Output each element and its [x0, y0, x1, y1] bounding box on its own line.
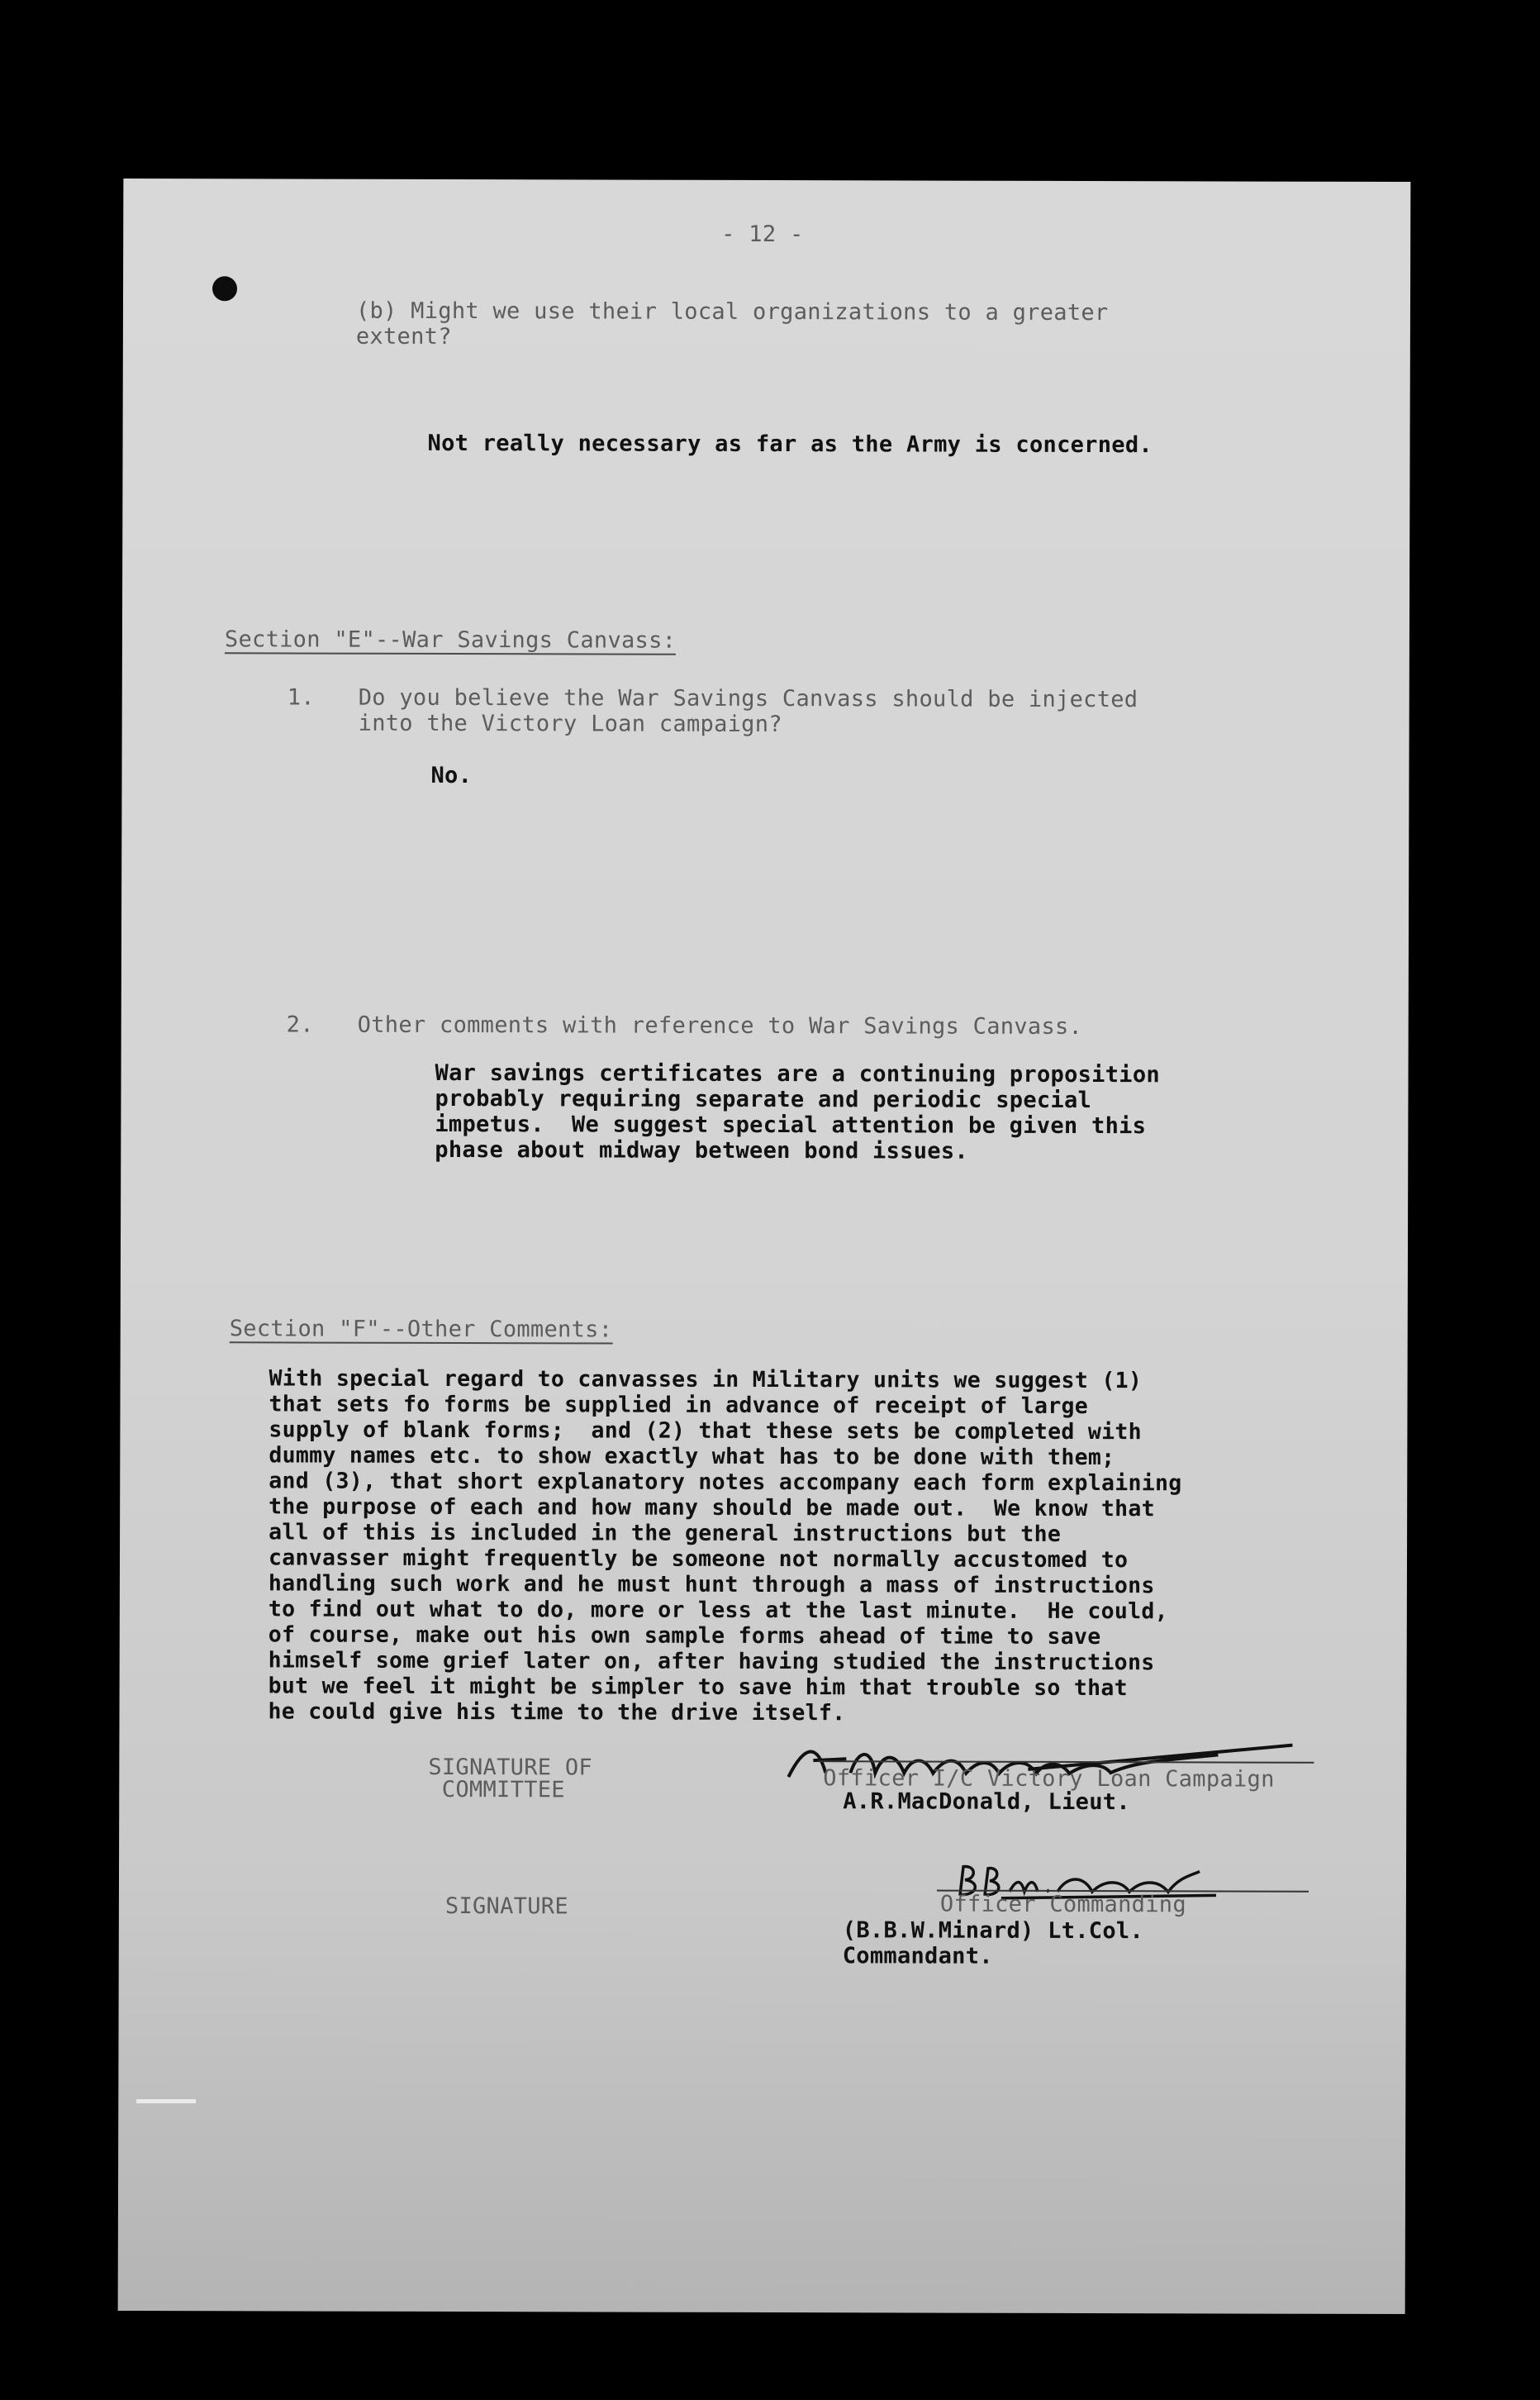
margin-mark	[136, 2099, 196, 2103]
committee-name: A.R.MacDonald, Lieut.	[843, 1788, 1130, 1816]
question-b: (b) Might we use their local organizations to a greater extent?	[355, 298, 1109, 350]
section-e-q1-text: Do you believe the War Savings Canvass should be injected into the Victory Loan campaign?	[358, 684, 1138, 738]
section-e-heading: Section "E"--War Savings Canvass:	[224, 626, 677, 654]
punch-hole	[212, 276, 237, 301]
section-e-q1-number: 1.	[287, 684, 315, 711]
committee-signature-label: SIGNATURE OF COMMITTEE	[428, 1754, 593, 1803]
section-e-q2-answer: War savings certificates are a continuing proposition probably requiring separate and periodic special impetus. We suggest special attention be given this phase about midway between bond issues.	[435, 1060, 1161, 1164]
section-e-q2-number: 2.	[286, 1012, 314, 1038]
officer-title: Officer Commanding	[939, 1891, 1186, 1918]
section-e-q1-answer: No.	[430, 762, 473, 789]
section-e-q2-text: Other comments with reference to War Savings Canvass.	[357, 1012, 1083, 1040]
officer-name: (B.B.W.Minard) Lt.Col. Commandant.	[842, 1917, 1144, 1969]
section-f-body: With special regard to canvasses in Military units we suggest (1) that sets fo forms be supplied in advance of receipt of large supply of blank forms; and (2) that these sets be completed with dummy names etc. to show exactly what has to be done with them; and (3), that short explanatory notes accompany each form explaining the purpose of each and how many should be made out. We know that all of this is included in the general instructions but the canvasser might frequently be someone not normally accustomed to handling such work and he must hunt through a mass of instructions to find out what to do, more or less at the last minute. He could, of course, make out his own sample forms ahead of time to save himself some grief later on, after having studied the instructions but we feel it might be simpler to save him that trouble so that he could give his time to the drive itself.	[268, 1365, 1182, 1726]
answer-b: Not really necessary as far as the Army is concerned.	[427, 430, 1153, 459]
officer-signature-label: SIGNATURE	[444, 1893, 568, 1920]
section-f-heading: Section "F"--Other Comments:	[229, 1316, 613, 1343]
committee-title: Officer I/C Victory Loan Campaign	[823, 1765, 1275, 1793]
page-number: - 12 -	[721, 221, 804, 248]
document-page	[118, 179, 1411, 2314]
